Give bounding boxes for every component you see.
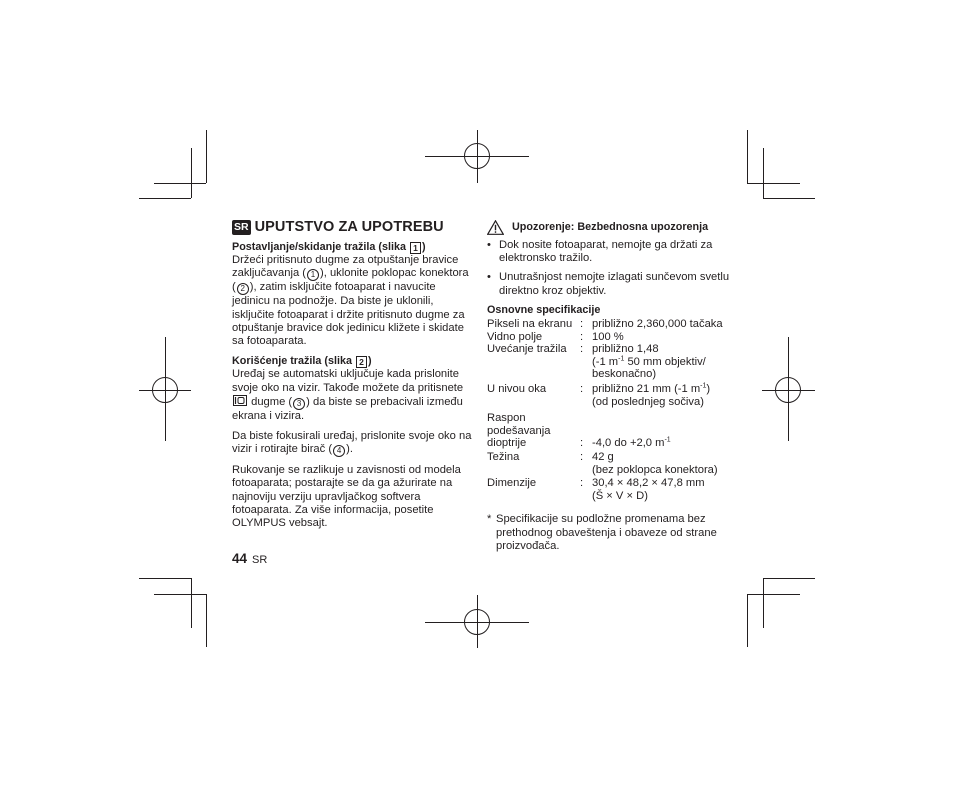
registration-mark [477,595,478,648]
callout-number: 1 [307,269,319,281]
warning-title: Upozorenje: Bezbednosna upozorenja [512,220,709,233]
crop-mark [154,594,206,595]
figure-number: 1 [410,242,421,254]
callout-number: 3 [293,398,305,410]
registration-mark [788,337,789,441]
list-item: • Dok nosite fotoaparat, nemojte ga držati za elektronsko tražilo. [487,239,713,265]
registration-mark [165,337,166,441]
paragraph-focus: Da biste fokusirali uređaj, prislonite svoje oko na vizir i rotirajte birač ( 4 ). [232,430,472,456]
subheading-use: Korišćenje tražila (slika 2 ) [232,355,372,368]
paragraph-attach: Držeći pritisnuto dugme za otpuštanje bravice zaključavanja ( 1 ), uklonite poklopac konektora ( 2 ), zatim isključite fotoaparat i navucite jedinicu na podnožje. Da biste je uklonili, isključite fotoaparat i držite pritisnuto dugme za otpuštanje bravice dok jedinicu kližete i skidate sa fotoaparata. [232,254,469,348]
list-item: • Unutrašnjost nemojte izlagati sunčevom svetlu direktno kroz objektiv. [487,271,730,297]
table-row: Pikseli na ekranu : približno 2,360,000 tačaka [487,318,723,331]
right-column [487,220,737,553]
table-row: Dimenzije : 30,4 × 48,2 × 47,8 mm (Š × V × D) [487,477,705,502]
language-badge: SR [234,221,249,233]
crop-mark [763,198,815,199]
crop-mark [763,578,764,628]
callout-number: 2 [237,283,249,295]
crop-mark [191,578,192,628]
footnote: * Specifikacije su podložne promenama bez prethodnog obaveštenja i obaveze od strane proizvođača. [487,513,717,552]
crop-mark [191,148,192,198]
table-row: Težina : 42 g (bez poklopca konektora) [487,450,718,476]
crop-mark [747,594,748,647]
table-row: Vidno polje : 100 % [487,330,624,343]
lcd-evf-button-icon [233,395,247,406]
paragraph-firmware: Rukovanje se razlikuje u zavisnosti od modela fotoaparata; postarajte se da ga ažurirate na najnoviju verziju upravljačkog softvera fotoaparata. Za više informacija, posetite OLYMPUS vebsajt. [232,464,461,530]
page-title: UPUTSTVO ZA UPOTREBU [254,218,444,235]
paragraph-use: Uređaj se automatski uključuje kada prislonite svoje oko na vizir. Takođe možete da pritisnete dugme ( 3 ) da biste se prebacivali između ekrana i vizira. [232,368,464,422]
crop-mark [139,578,191,579]
table-row: U nivou oka : približno 21 mm (-1 $m^{-1}$) (od poslednjeg sočiva) [487,382,711,408]
crop-mark [206,594,207,647]
subheading-attach: Postavljanje/skidanje tražila (slika 1 ) [232,241,426,253]
table-row: Raspon podešavanja dioptrije : -4,0 do +2,0 $m^{-1}$ [487,412,671,450]
crop-mark [747,130,748,183]
figure-number: 2 [356,356,367,368]
crop-mark [139,198,191,199]
crop-mark [206,130,207,183]
spec-heading: Osnovne specifikacije [487,303,601,316]
crop-mark [747,594,800,595]
callout-number: 4 [333,445,345,457]
crop-mark [763,148,764,198]
warning-header [487,220,737,235]
crop-mark [763,578,815,579]
crop-mark [747,183,800,184]
section-header [232,220,472,235]
spec-table [487,318,723,502]
table-row: Uvećanje tražila : približno 1,48 (-1 $m^{-1}$ 50 mm objektiv/ beskonačno) [487,343,706,381]
page-number: 44 [232,551,248,566]
crop-mark [154,183,206,184]
registration-mark [477,130,478,183]
warning-triangle-icon [487,220,504,235]
left-column [232,220,472,537]
page-language: SR [252,554,268,566]
page-footer [232,551,267,566]
